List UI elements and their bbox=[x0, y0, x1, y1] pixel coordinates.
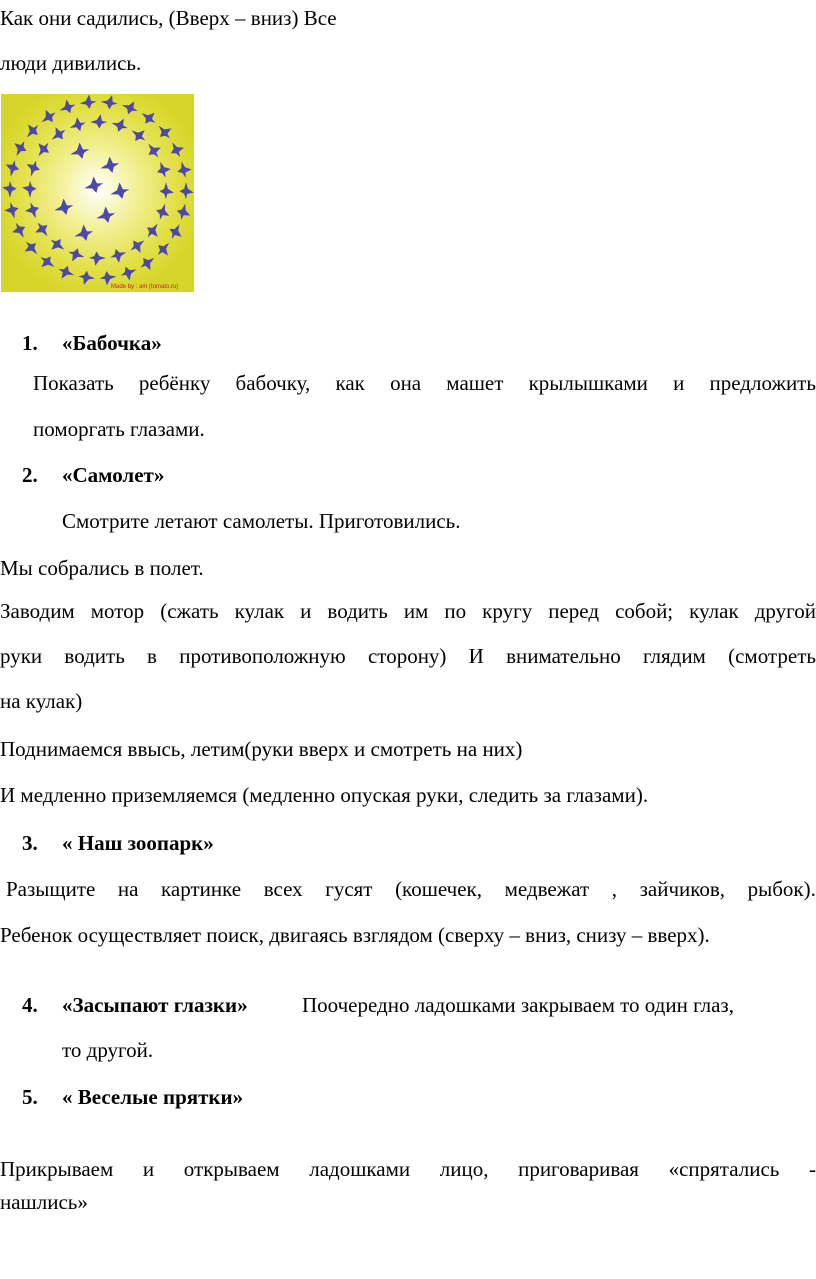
word: противоположную bbox=[179, 644, 346, 668]
word: рыбок). bbox=[747, 877, 816, 901]
word: руки bbox=[0, 644, 43, 668]
paragraph-line: И медленно приземляемся (медленно опуская руки, следить за глазами). bbox=[0, 783, 649, 807]
word: Прикрываем bbox=[0, 1157, 114, 1181]
word: и bbox=[142, 1157, 155, 1181]
word: водить bbox=[327, 599, 388, 623]
item-title: « Наш зоопарк» bbox=[62, 831, 214, 855]
paragraph-line: поморгать глазами. bbox=[33, 417, 205, 441]
item-title: «Самолет» bbox=[62, 463, 165, 487]
intro-line-2: люди дивились. bbox=[0, 51, 142, 75]
word: собой; bbox=[615, 599, 674, 623]
word: (смотреть bbox=[728, 644, 816, 668]
justified-line bbox=[0, 598, 816, 624]
paragraph-line: нашлись» bbox=[0, 1190, 88, 1214]
word: ладошками bbox=[309, 1157, 411, 1181]
word: приговаривая bbox=[518, 1157, 639, 1181]
word: в bbox=[147, 644, 157, 668]
word: - bbox=[809, 1157, 816, 1181]
justified-line bbox=[0, 643, 816, 669]
word: бабочку, bbox=[235, 371, 311, 395]
item-title: «Бабочка» bbox=[62, 331, 162, 355]
word: и bbox=[673, 371, 685, 395]
item-number: 1. bbox=[22, 331, 38, 355]
flying-birds-illustration bbox=[1, 94, 194, 292]
paragraph-line: на кулак) bbox=[0, 689, 83, 713]
word: (сжать bbox=[160, 599, 219, 623]
word: всех bbox=[263, 877, 303, 901]
item-number: 4. bbox=[22, 993, 38, 1017]
word: крылышками bbox=[528, 371, 648, 395]
word: сторону) bbox=[367, 644, 447, 668]
paragraph-line: Ребенок осуществляет поиск, двигаясь взглядом (сверху – вниз, снизу – вверх). bbox=[0, 923, 710, 947]
image-caption: Made by : am (tomato.ru) bbox=[111, 284, 179, 290]
word: медвежат bbox=[504, 877, 590, 901]
word: на bbox=[117, 877, 139, 901]
word: открываем bbox=[183, 1157, 280, 1181]
word: кулак bbox=[689, 599, 739, 623]
word: и bbox=[300, 599, 312, 623]
word: , bbox=[611, 877, 618, 901]
word: гусят bbox=[325, 877, 373, 901]
intro-line-1: Как они садились, (Вверх – вниз) Все bbox=[0, 6, 337, 30]
word: И bbox=[468, 644, 484, 668]
word: по bbox=[444, 599, 467, 623]
paragraph-line: то другой. bbox=[62, 1038, 154, 1062]
item-number: 3. bbox=[22, 831, 38, 855]
justified-line bbox=[0, 1156, 816, 1182]
word: ребёнку bbox=[138, 371, 211, 395]
word: другой bbox=[754, 599, 816, 623]
word: (кошечек, bbox=[395, 877, 482, 901]
paragraph-line: Поочередно ладошками закрываем то один глаз, bbox=[302, 993, 734, 1017]
word: «спрятались bbox=[668, 1157, 780, 1181]
word: Заводим bbox=[0, 599, 75, 623]
word: картинке bbox=[161, 877, 242, 901]
item-title: «Засыпают глазки» bbox=[62, 993, 248, 1017]
paragraph-line: Поднимаемся ввысь, летим(руки вверх и смотреть на них) bbox=[0, 737, 523, 761]
word: кулак bbox=[234, 599, 285, 623]
word: зайчиков, bbox=[639, 877, 726, 901]
item-title: « Веселые прятки» bbox=[62, 1085, 244, 1109]
word: водить bbox=[64, 644, 125, 668]
word: предложить bbox=[709, 371, 816, 395]
word: машет bbox=[446, 371, 504, 395]
paragraph-line: Смотрите летают самолеты. Приготовились. bbox=[62, 509, 461, 533]
justified-line bbox=[33, 370, 816, 396]
word: Разыщите bbox=[6, 877, 96, 901]
word: внимательно bbox=[506, 644, 621, 668]
word: как bbox=[335, 371, 365, 395]
word: кругу bbox=[482, 599, 533, 623]
word: перед bbox=[548, 599, 600, 623]
justified-line bbox=[6, 876, 816, 902]
item-number: 5. bbox=[22, 1085, 38, 1109]
word: им bbox=[403, 599, 429, 623]
paragraph-line: Мы собрались в полет. bbox=[0, 556, 204, 580]
word: мотор bbox=[90, 599, 145, 623]
word: глядим bbox=[642, 644, 706, 668]
item-number: 2. bbox=[22, 463, 38, 487]
word: она bbox=[390, 371, 422, 395]
word: Показать bbox=[33, 371, 114, 395]
word: лицо, bbox=[439, 1157, 489, 1181]
